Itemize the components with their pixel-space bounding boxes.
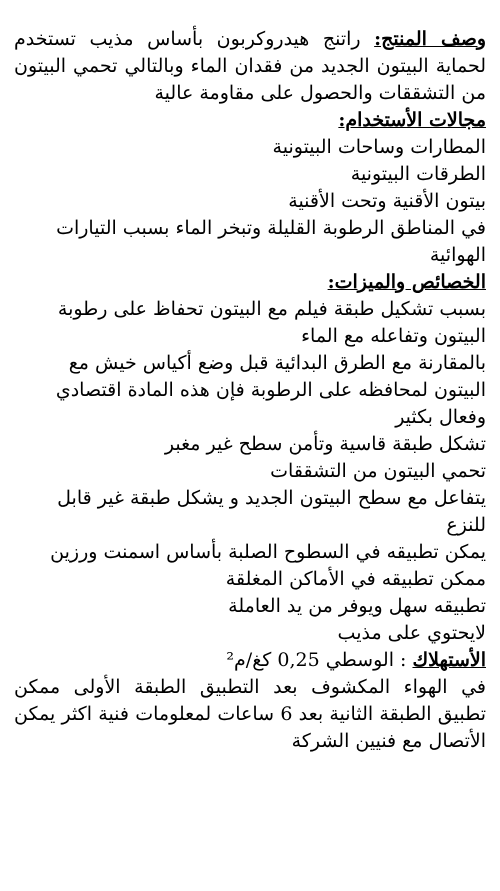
- uses-item: بيتون الأقنية وتحت الأقنية: [288, 190, 486, 212]
- features-item: يمكن تطبيقه في السطوح الصلبة بأساس اسمنت ورزين: [50, 541, 486, 563]
- uses-item: في المناطق الرطوبة القليلة وتبخر الماء بسبب التيارات الهوائية: [56, 217, 486, 266]
- consumption-value: : الوسطي 0,25 كغ/م²: [226, 649, 413, 671]
- uses-item: الطرقات البيتونية: [350, 163, 486, 185]
- features-item: بالمقارنة مع الطرق البدائية قبل وضع أكياس خيش مع البيتون لمحافظه على الرطوبة فإن هذه المادة اقتصادي وفعال بكثير: [55, 352, 486, 428]
- features-section: [14, 269, 486, 296]
- features-item: لايحتوي على مذيب: [337, 622, 486, 644]
- product-description: [14, 26, 486, 107]
- product-description-text: راتنج هيدروكربون بأساس مذيب تستخدم لحماية البيتون الجديد من فقدان الماء وبالتالي تحمي البيتون من التشققات والحصول على مقاومة عالية: [14, 28, 486, 104]
- features-heading: الخصائص والميزات:: [327, 271, 486, 293]
- features-item: يتفاعل مع سطح البيتون الجديد و يشكل طبقة غير قابل للنزع: [57, 487, 486, 536]
- features-item: تحمي البيتون من التشققات: [270, 460, 486, 482]
- features-item: بسبب تشكيل طبقة فيلم مع البيتون تحفاظ على رطوبة البيتون وتفاعله مع الماء: [57, 298, 486, 347]
- uses-heading: مجالات الأستخدام:: [338, 109, 486, 131]
- consumption-label: الأستهلاك: [412, 649, 486, 671]
- features-item: ممكن تطبيقه في الأماكن المغلقة: [225, 568, 486, 590]
- consumption-text: في الهواء المكشوف بعد التطبيق الطبقة الأولى ممكن تطبيق الطبقة الثانية بعد 6 ساعات لمعلومات فنية اكثر يمكن الأتصال مع فنيين الشركة: [14, 676, 486, 752]
- uses-section: [14, 107, 486, 134]
- features-item: تطبيقه سهل ويوفر من يد العاملة: [228, 595, 486, 617]
- uses-item: المطارات وساحات البيتونية: [272, 136, 486, 158]
- features-item: تشكل طبقة قاسية وتأمن سطح غير مغبر: [164, 433, 486, 455]
- product-description-label: وصف المنتج:: [374, 28, 487, 50]
- consumption-line: [14, 647, 486, 674]
